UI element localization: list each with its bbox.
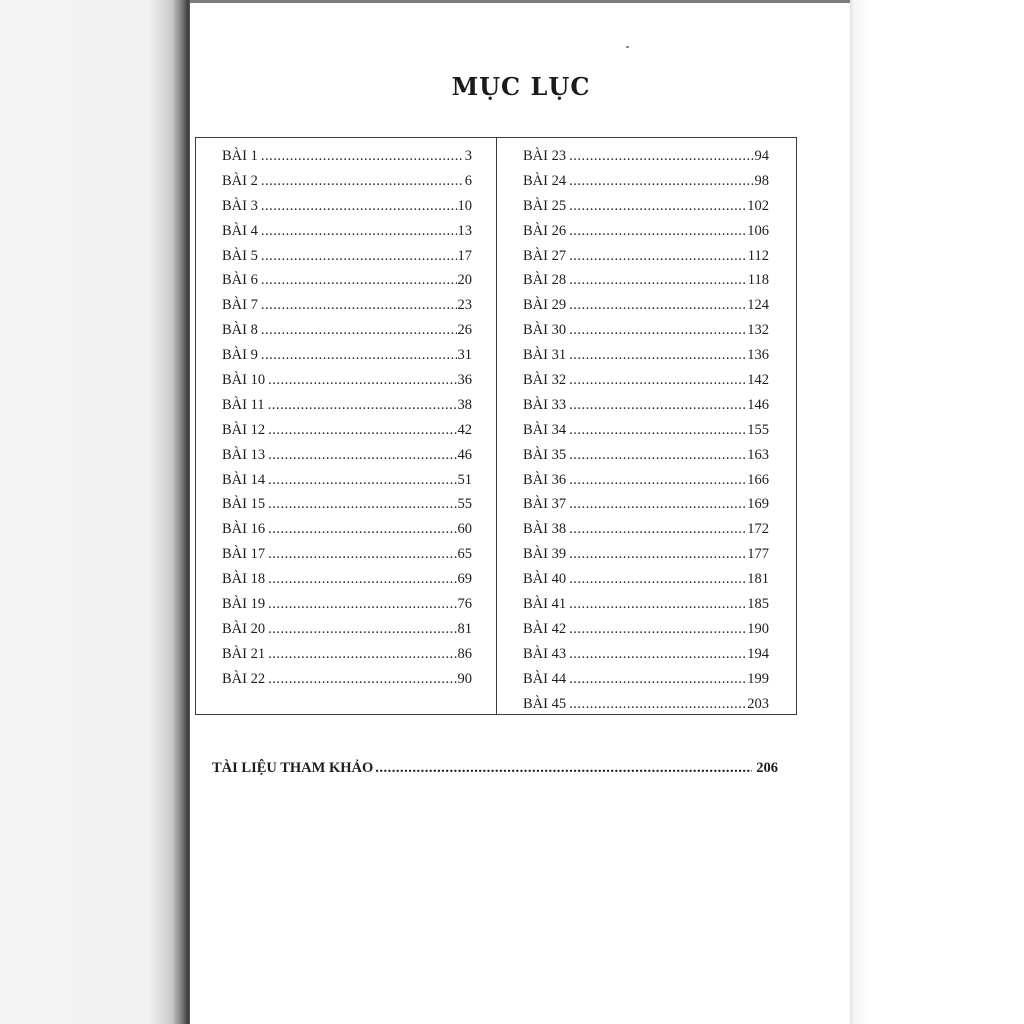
scan-speck <box>626 46 629 48</box>
toc-entry-page-number: 3 <box>464 148 472 164</box>
toc-entry <box>222 322 472 347</box>
toc-entry-page-number: 86 <box>457 645 472 662</box>
book-gutter-shadow <box>0 0 190 1024</box>
toc-entry <box>523 397 769 422</box>
references-entry <box>212 760 778 777</box>
toc-entry-label: BÀI 18 <box>222 571 266 588</box>
leader-dots <box>569 173 753 190</box>
toc-entry <box>523 272 769 297</box>
toc-entry-page-number: 102 <box>747 197 769 214</box>
toc-entry-page-number: 51 <box>457 471 472 488</box>
toc-entry <box>222 596 472 621</box>
toc-entry-label: BÀI 3 <box>222 197 258 214</box>
toc-entry-label: BÀI 6 <box>222 272 258 289</box>
toc-table <box>195 137 797 715</box>
toc-column-divider <box>496 138 497 714</box>
toc-entry <box>523 248 769 273</box>
toc-entry <box>222 397 472 422</box>
toc-entry-page-number: 98 <box>754 172 769 189</box>
toc-right-column <box>523 148 769 720</box>
toc-entry-page-number: 31 <box>457 347 472 364</box>
leader-dots <box>261 322 457 339</box>
leader-dots <box>569 148 753 165</box>
toc-entry <box>222 646 472 671</box>
toc-entry-page-number: 23 <box>457 297 472 314</box>
toc-entry-label: BÀI 16 <box>222 521 266 538</box>
toc-entry <box>523 571 769 596</box>
leader-dots <box>268 521 456 538</box>
leader-dots <box>261 198 457 215</box>
page-title: MỤC LỤC <box>451 72 591 101</box>
toc-entry <box>523 596 769 621</box>
toc-entry <box>222 472 472 497</box>
toc-entry <box>222 671 472 696</box>
toc-entry-label: BÀI 17 <box>222 546 266 563</box>
toc-entry-page-number: 177 <box>747 546 769 563</box>
leader-dots <box>268 422 456 439</box>
toc-entry-label: BÀI 23 <box>523 148 567 164</box>
toc-entry-label: BÀI 5 <box>222 247 258 264</box>
toc-entry-page-number: 69 <box>457 571 472 588</box>
toc-entry <box>222 447 472 472</box>
toc-entry-label: BÀI 44 <box>523 670 567 687</box>
toc-entry <box>222 173 472 198</box>
toc-entry-label: BÀI 36 <box>523 471 567 488</box>
toc-entry-page-number: 10 <box>457 197 472 214</box>
leader-dots <box>268 447 456 464</box>
leader-dots <box>268 596 456 613</box>
toc-entry-page-number: 132 <box>747 322 769 339</box>
leader-dots <box>268 546 456 563</box>
toc-entry-page-number: 13 <box>457 222 472 239</box>
toc-entry-page-number: 118 <box>747 272 769 289</box>
toc-entry-page-number: 20 <box>457 272 472 289</box>
leader-dots <box>261 347 457 364</box>
leader-dots <box>268 646 456 663</box>
toc-entry-label: BÀI 14 <box>222 471 266 488</box>
toc-entry-label: BÀI 26 <box>523 222 567 239</box>
leader-dots <box>375 760 752 777</box>
toc-entry-page-number: 60 <box>457 521 472 538</box>
toc-entry <box>222 372 472 397</box>
toc-entry <box>222 496 472 521</box>
toc-entry-label: BÀI 30 <box>523 322 567 339</box>
toc-entry-label: BÀI 25 <box>523 197 567 214</box>
leader-dots <box>569 223 746 240</box>
toc-entry-page-number: 42 <box>457 421 472 438</box>
toc-entry-page-number: 172 <box>747 521 769 538</box>
toc-entry-label: BÀI 34 <box>523 421 567 438</box>
toc-entry-label: BÀI 1 <box>222 148 258 164</box>
leader-dots <box>261 272 457 289</box>
leader-dots <box>261 173 464 190</box>
toc-entry-label: BÀI 22 <box>222 670 266 687</box>
toc-entry-page-number: 142 <box>747 372 769 389</box>
toc-entry-page-number: 38 <box>457 396 472 413</box>
leader-dots <box>268 571 456 588</box>
toc-entry <box>523 372 769 397</box>
toc-entry <box>523 546 769 571</box>
toc-entry <box>523 148 769 173</box>
toc-entry-label: BÀI 4 <box>222 222 258 239</box>
toc-entry-page-number: 17 <box>457 247 472 264</box>
toc-entry-page-number: 124 <box>747 297 769 314</box>
leader-dots <box>569 397 746 414</box>
toc-entry-label: BÀI 37 <box>523 496 567 513</box>
toc-entry-label: BÀI 19 <box>222 596 266 613</box>
toc-entry-page-number: 181 <box>747 571 769 588</box>
toc-entry-page-number: 46 <box>457 446 472 463</box>
page-right-edge <box>850 0 1024 1024</box>
toc-entry <box>523 671 769 696</box>
toc-entry <box>222 621 472 646</box>
toc-entry <box>523 472 769 497</box>
leader-dots <box>569 422 746 439</box>
leader-dots <box>569 322 746 339</box>
toc-entry-label: BÀI 40 <box>523 571 567 588</box>
toc-entry-page-number: 94 <box>754 148 769 164</box>
toc-entry-label: BÀI 9 <box>222 347 258 364</box>
toc-entry <box>523 496 769 521</box>
leader-dots <box>569 646 746 663</box>
leader-dots <box>569 297 746 314</box>
toc-entry-page-number: 166 <box>747 471 769 488</box>
toc-entry-page-number: 76 <box>457 596 472 613</box>
leader-dots <box>569 347 746 364</box>
toc-entry-label: BÀI 41 <box>523 596 567 613</box>
references-page-number: 206 <box>756 760 778 776</box>
toc-entry-page-number: 185 <box>747 596 769 613</box>
toc-entry <box>222 198 472 223</box>
toc-entry-label: BÀI 10 <box>222 372 266 389</box>
toc-entry <box>523 223 769 248</box>
leader-dots <box>569 496 746 513</box>
toc-entry <box>523 646 769 671</box>
toc-left-column <box>222 148 472 696</box>
toc-entry <box>222 248 472 273</box>
toc-entry-label: BÀI 45 <box>523 695 567 712</box>
leader-dots <box>569 272 747 289</box>
toc-entry <box>523 621 769 646</box>
leader-dots <box>569 248 747 265</box>
toc-entry <box>523 521 769 546</box>
toc-entry <box>523 447 769 472</box>
references-label: TÀI LIỆU THAM KHẢO <box>212 760 374 776</box>
toc-entry <box>222 148 472 173</box>
toc-entry <box>523 173 769 198</box>
toc-entry <box>523 198 769 223</box>
toc-entry-label: BÀI 32 <box>523 372 567 389</box>
toc-entry-page-number: 36 <box>457 372 472 389</box>
leader-dots <box>268 472 456 489</box>
toc-entry-page-number: 26 <box>457 322 472 339</box>
toc-entry-label: BÀI 42 <box>523 620 567 637</box>
leader-dots <box>569 372 746 389</box>
toc-entry-page-number: 65 <box>457 546 472 563</box>
toc-entry <box>222 571 472 596</box>
toc-entry <box>222 546 472 571</box>
leader-dots <box>268 496 456 513</box>
toc-entry <box>523 696 769 721</box>
toc-entry-page-number: 136 <box>747 347 769 364</box>
leader-dots <box>569 621 746 638</box>
leader-dots <box>261 248 457 265</box>
toc-entry <box>523 347 769 372</box>
toc-entry <box>222 422 472 447</box>
toc-entry-page-number: 163 <box>747 446 769 463</box>
toc-entry-label: BÀI 31 <box>523 347 567 364</box>
leader-dots <box>569 596 746 613</box>
toc-entry-page-number: 190 <box>747 620 769 637</box>
leader-dots <box>569 696 746 713</box>
toc-entry-page-number: 81 <box>457 620 472 637</box>
leader-dots <box>569 198 746 215</box>
toc-entry <box>523 297 769 322</box>
toc-entry <box>523 322 769 347</box>
leader-dots <box>268 397 457 414</box>
toc-entry-page-number: 112 <box>747 247 769 264</box>
toc-entry-page-number: 169 <box>747 496 769 513</box>
toc-entry-label: BÀI 12 <box>222 421 266 438</box>
leader-dots <box>569 447 746 464</box>
toc-entry-page-number: 146 <box>747 396 769 413</box>
toc-entry-page-number: 155 <box>747 421 769 438</box>
toc-entry-label: BÀI 39 <box>523 546 567 563</box>
toc-entry <box>523 422 769 447</box>
toc-entry-label: BÀI 38 <box>523 521 567 538</box>
toc-entry-label: BÀI 8 <box>222 322 258 339</box>
toc-entry <box>222 272 472 297</box>
leader-dots <box>261 223 457 240</box>
toc-entry-page-number: 203 <box>747 695 769 712</box>
toc-entry-label: BÀI 7 <box>222 297 258 314</box>
leader-dots <box>261 297 457 314</box>
toc-entry <box>222 347 472 372</box>
toc-entry-label: BÀI 15 <box>222 496 266 513</box>
toc-entry-label: BÀI 24 <box>523 172 567 189</box>
toc-entry-label: BÀI 11 <box>222 396 265 413</box>
toc-entry-page-number: 55 <box>457 496 472 513</box>
toc-entry-label: BÀI 13 <box>222 446 266 463</box>
toc-entry-label: BÀI 27 <box>523 247 567 264</box>
toc-entry <box>222 297 472 322</box>
toc-entry-page-number: 106 <box>747 222 769 239</box>
leader-dots <box>569 671 746 688</box>
toc-entry-page-number: 6 <box>464 172 472 189</box>
toc-entry-label: BÀI 35 <box>523 446 567 463</box>
leader-dots <box>261 148 464 165</box>
leader-dots <box>569 472 746 489</box>
toc-entry-page-number: 90 <box>457 670 472 687</box>
toc-entry-label: BÀI 43 <box>523 645 567 662</box>
toc-entry <box>222 521 472 546</box>
page-top-edge <box>190 0 850 3</box>
toc-entry-label: BÀI 20 <box>222 620 266 637</box>
leader-dots <box>569 571 746 588</box>
leader-dots <box>268 372 456 389</box>
leader-dots <box>569 521 746 538</box>
toc-entry <box>222 223 472 248</box>
leader-dots <box>268 671 456 688</box>
toc-entry-page-number: 194 <box>747 645 769 662</box>
toc-entry-label: BÀI 29 <box>523 297 567 314</box>
toc-entry-label: BÀI 21 <box>222 645 266 662</box>
toc-entry-label: BÀI 2 <box>222 172 258 189</box>
toc-entry-label: BÀI 28 <box>523 272 567 289</box>
toc-entry-page-number: 199 <box>747 670 769 687</box>
leader-dots <box>569 546 746 563</box>
toc-entry-label: BÀI 33 <box>523 396 567 413</box>
leader-dots <box>268 621 456 638</box>
